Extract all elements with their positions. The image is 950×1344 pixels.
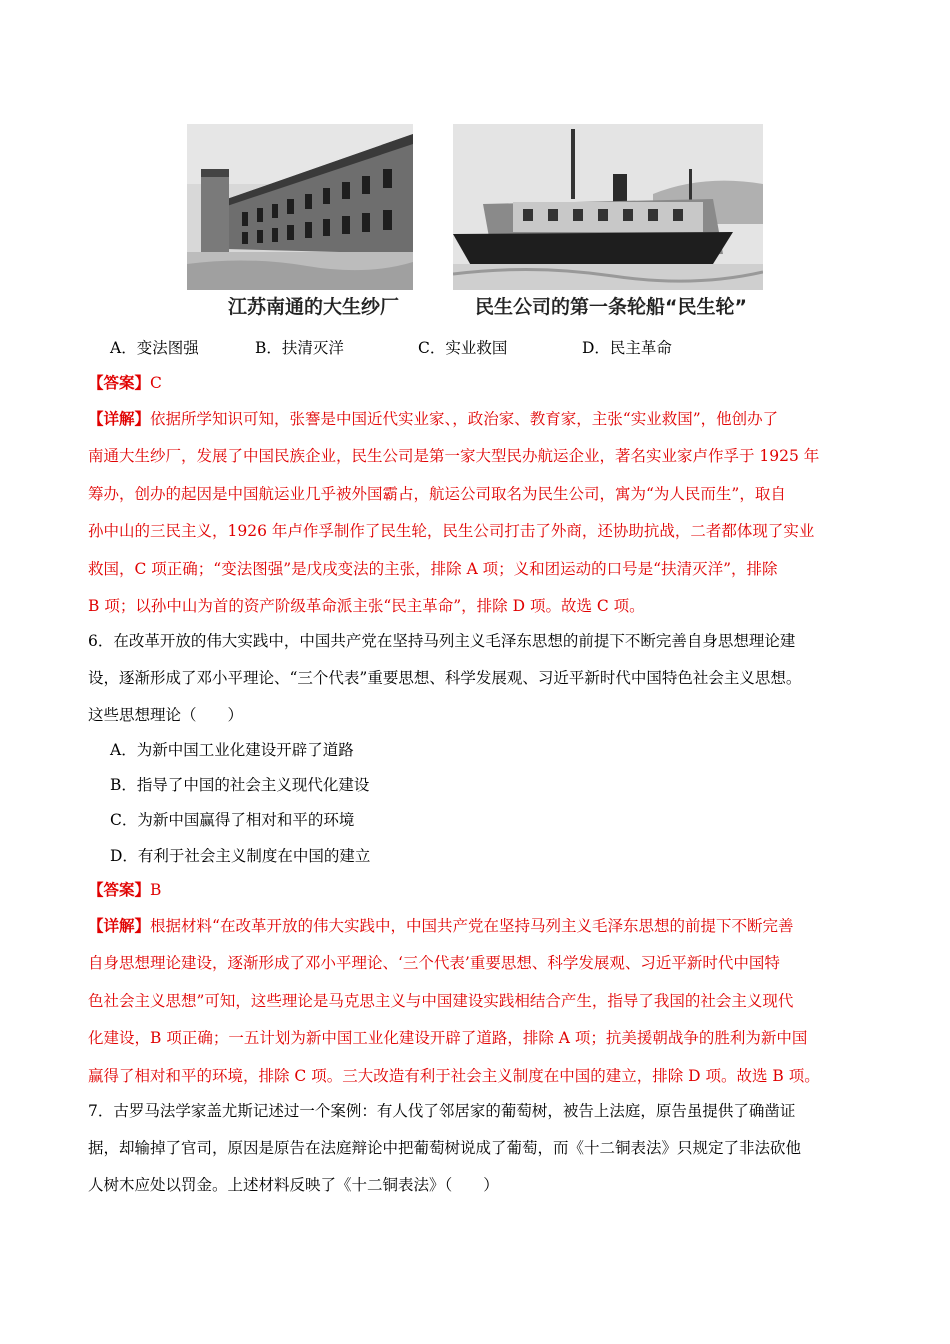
q6-option-d: D．有利于社会主义制度在中国的建立 bbox=[110, 847, 371, 865]
q5-detail-line: 【详解】依据所学知识可知，张謇是中国近代实业家、，政治家、教育家，主张“实业救国”，他创办了 bbox=[88, 409, 779, 428]
answer-tag: 【答案】 bbox=[88, 373, 151, 392]
detail-tag: 【详解】 bbox=[88, 409, 151, 428]
q6-option-a: A．为新中国工业化建设开辟了道路 bbox=[110, 741, 354, 759]
factory-caption: 江苏南通的大生纱厂 bbox=[228, 296, 400, 318]
q6-option-c: C．为新中国赢得了相对和平的环境 bbox=[110, 811, 355, 829]
q7-stem-line: 人树木应处以罚金。上述材料反映了《十二铜表法》（ ） bbox=[88, 1176, 499, 1194]
q5-detail-line: 筹办，创办的起因是中国航运业几乎被外国霸占，航运公司取名为民生公司，寓为“为人民而生”，取自 bbox=[88, 485, 786, 503]
q5-detail-line: 南通大生纱厂，发展了中国民族企业，民生公司是第一家大型民办航运企业，著名实业家卢作孚于 1925 年 bbox=[88, 447, 820, 465]
q5-option-d: D．民主革命 bbox=[582, 339, 672, 357]
steamship-photo bbox=[453, 124, 763, 290]
q6-stem-line: 设，逐渐形成了邓小平理论、“三个代表”重要思想、科学发展观、习近平新时代中国特色社会主义思想。 bbox=[88, 669, 802, 687]
q7-stem-line: 7．古罗马法学家盖尤斯记述过一个案例：有人伐了邻居家的葡萄树，被告上法庭，原告虽提供了确凿证 bbox=[88, 1102, 796, 1120]
q6-detail-line: 色社会主义思想”可知，这些理论是马克思主义与中国建设实践相结合产生，指导了我国的社会主义现代 bbox=[88, 992, 794, 1010]
q5-option-b: B．扶清灭洋 bbox=[255, 339, 344, 357]
q6-detail-line: 赢得了相对和平的环境，排除 C 项。三大改造有利于社会主义制度在中国的建立，排除 D 项。故选 B 项。 bbox=[88, 1067, 820, 1085]
detail-tag: 【详解】 bbox=[88, 916, 151, 935]
q5-option-c: C．实业救国 bbox=[418, 339, 508, 357]
q7-stem-line: 据，却输掉了官司，原因是原告在法庭辩论中把葡萄树说成了葡萄，而《十二铜表法》只规定了非法砍他 bbox=[88, 1139, 802, 1157]
q5-option-a: A．变法图强 bbox=[110, 339, 199, 357]
q5-detail-line: 孙中山的三民主义，1926 年卢作孚制作了民生轮，民生公司打击了外商，还协助抗战，二者都体现了实业 bbox=[88, 522, 815, 540]
q5-detail-line: B 项；以孙中山为首的资产阶级革命派主张“民主革命”，排除 D 项。故选 C 项。 bbox=[88, 597, 645, 615]
q6-stem-line: 这些思想理论（ ） bbox=[88, 706, 244, 724]
q6-detail-line: 化建设，B 项正确；一五计划为新中国工业化建设开辟了道路，排除 A 项；抗美援朝战争的胜利为新中国 bbox=[88, 1029, 808, 1047]
factory-photo bbox=[187, 124, 413, 290]
answer-value: B bbox=[150, 881, 162, 899]
q5-answer bbox=[88, 373, 162, 393]
q6-answer bbox=[88, 880, 161, 900]
answer-tag: 【答案】 bbox=[88, 880, 151, 899]
q5-detail-line: 救国，C 项正确；“变法图强”是戊戌变法的主张，排除 A 项；义和团运动的口号是“扶清灭洋”，排除 bbox=[88, 560, 778, 578]
q6-detail-line: 自身思想理论建设，逐渐形成了邓小平理论、‘三个代表’重要思想、科学发展观、习近平新时代中国特 bbox=[88, 954, 780, 972]
q6-option-b: B．指导了中国的社会主义现代化建设 bbox=[110, 776, 370, 794]
answer-value: C bbox=[150, 374, 162, 392]
q6-detail-line: 【详解】根据材料“在改革开放的伟大实践中，中国共产党在坚持马列主义毛泽东思想的前提下不断完善 bbox=[88, 916, 794, 935]
q6-stem-line: 6．在改革开放的伟大实践中，中国共产党在坚持马列主义毛泽东思想的前提下不断完善自身思想理论建 bbox=[88, 632, 796, 650]
steamship-caption: 民生公司的第一条轮船“民生轮” bbox=[475, 296, 747, 318]
